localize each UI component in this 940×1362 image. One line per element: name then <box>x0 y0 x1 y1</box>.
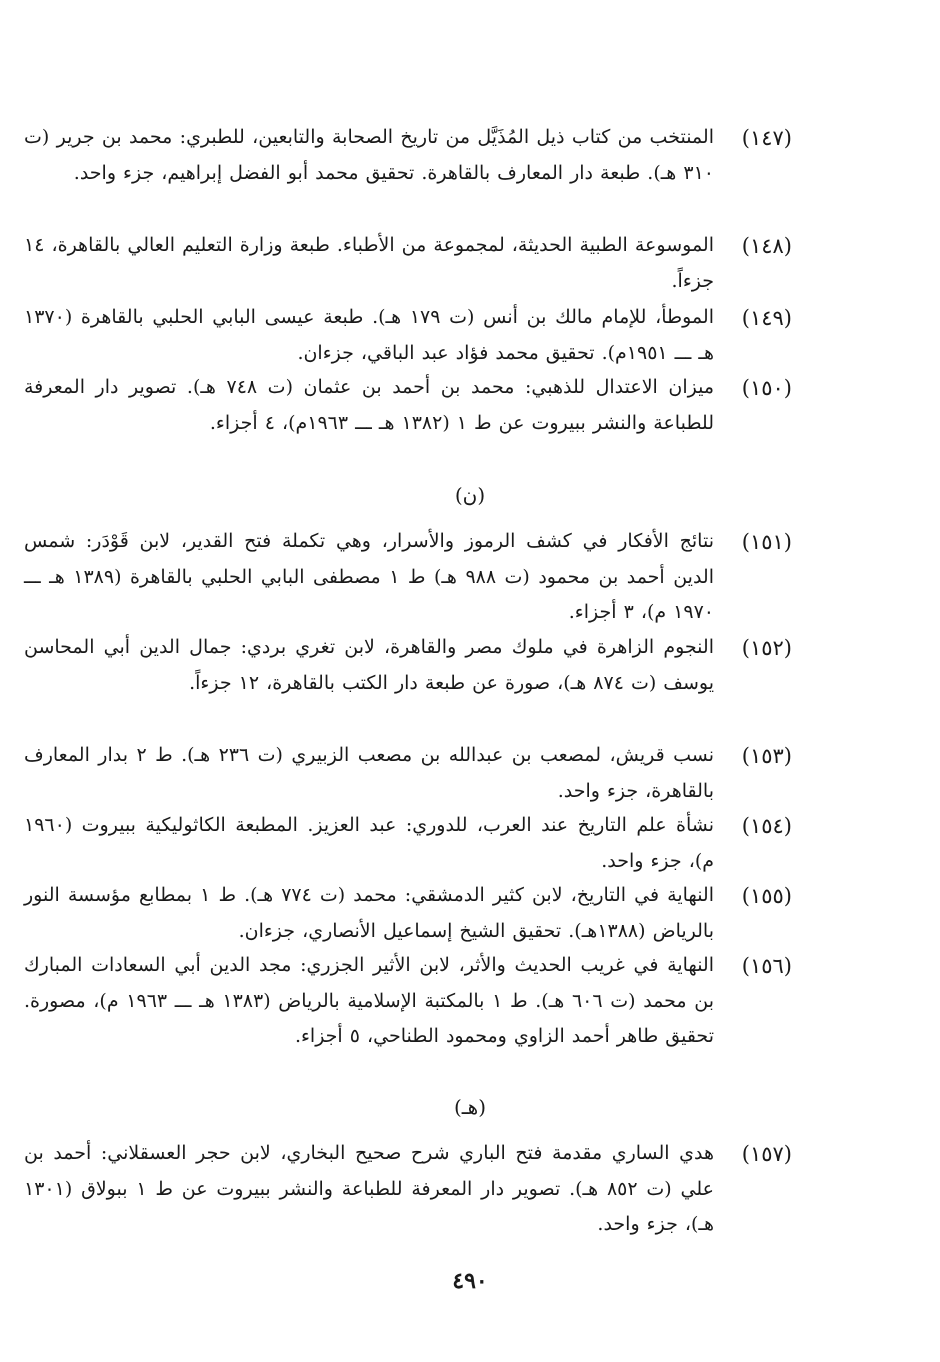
entry-number: (١٥٦) <box>741 954 792 978</box>
entry-text: المنتخب من كتاب ذيل المُذَيَّل من تاريخ الصحابة والتابعين، للطبري: محمد بن جرير (ت ٣١٠ هـ). طبعة دار المعارف بالقاهرة. تحقيق محمد أبو الفضل إبراهيم، جزء واحد. <box>24 126 714 184</box>
entry-number: (١٤٩) <box>741 306 792 330</box>
entry-text: نشأة علم التاريخ عند العرب، للدوري: عبد العزيز. المطبعة الكاثوليكية ببيروت (١٩٦٠ م)، جزء واحد. <box>24 814 714 872</box>
entry-number: (١٥٧) <box>741 1142 792 1166</box>
entry-text: نتائج الأفكار في كشف الرموز والأسرار، وهي تكملة فتح القدير، لابن قَوْدَر: شمس الدين أحمد بن محمود (ت ٩٨٨ هـ) ط ١ مصطفى البابي الحلبي بالقاهرة (١٣٨٩ هـ ـــ ١٩٧٠ م)، ٣ أجزاء. <box>24 530 714 623</box>
entry-number: (١٥٤) <box>741 814 792 838</box>
entry-text: ميزان الاعتدال للذهبي: محمد بن أحمد بن عثمان (ت ٧٤٨ هـ). تصوير دار المعرفة للطباعة والنشر ببيروت عن ط ١ (١٣٨٢ هـ ـــ ١٩٦٣م)، ٤ أجزاء. <box>24 376 715 434</box>
entry-number: (١٥٣) <box>741 744 792 768</box>
entry-text: النهاية في غريب الحديث والأثر، لابن الأثير الجزري: مجد الدين أبي السعادات المبارك بن محمد (ت ٦٠٦ هـ). ط ١ بالمكتبة الإسلامية بالرياض (١٣٨٣ هـ ـــ ١٩٦٣ م)، مصورة. تحقيق طاهر أحمد الزاوي ومحمود الطناحي، ٥ أجزاء. <box>24 954 715 1047</box>
section-heading-nun: (ن) <box>454 483 486 507</box>
section-heading-ha: (هـ) <box>453 1095 486 1119</box>
entry-text: الموطأ، للإمام مالك بن أنس (ت ١٧٩ هـ). طبعة عيسى البابي الحلبي بالقاهرة (١٣٧٠ هـ ـــ ١٩٥١م). تحقيق محمد فؤاد عبد الباقي، جزءان. <box>24 306 714 364</box>
entry-number: (١٤٨) <box>741 234 792 258</box>
entry-text: الموسوعة الطبية الحديثة، لمجموعة من الأطباء. طبعة وزارة التعليم العالي بالقاهرة، ١٤ جزءاً. <box>24 234 714 292</box>
entry-number: (١٤٧) <box>741 126 792 150</box>
entry-number: (١٥٠) <box>741 376 792 400</box>
entry-text: النهاية في التاريخ، لابن كثير الدمشقي: محمد (ت ٧٧٤ هـ). ط ١ بمطابع مؤسسة النور بالرياض (١٣٨٨هـ). تحقيق الشيخ إسماعيل الأنصاري، جزءان. <box>24 884 714 942</box>
page-number: ٤٩٠ <box>452 1268 488 1294</box>
entry-text: النجوم الزاهرة في ملوك مصر والقاهرة، لابن تغري بردي: جمال الدين أبي المحاسن يوسف (ت ٨٧٤ هـ)، صورة عن طبعة دار الكتب بالقاهرة، ١٢ جزءاً. <box>24 636 714 694</box>
entry-text: هدي الساري مقدمة فتح الباري شرح صحيح البخاري، لابن حجر العسقلاني: أحمد بن علي (ت ٨٥٢ هـ). تصوير دار المعرفة للطباعة والنشر ببيروت عن ط ١ ببولاق (١٣٠١ هـ)، جزء واحد. <box>24 1142 715 1235</box>
entry-number: (١٥٢) <box>741 636 792 660</box>
entry-number: (١٥١) <box>741 530 792 554</box>
entry-number: (١٥٥) <box>741 884 792 908</box>
entry-text: نسب قريش، لمصعب بن عبدالله بن مصعب الزبيري (ت ٢٣٦ هـ). ط ٢ بدار المعارف بالقاهرة، جزء واحد. <box>24 744 714 802</box>
